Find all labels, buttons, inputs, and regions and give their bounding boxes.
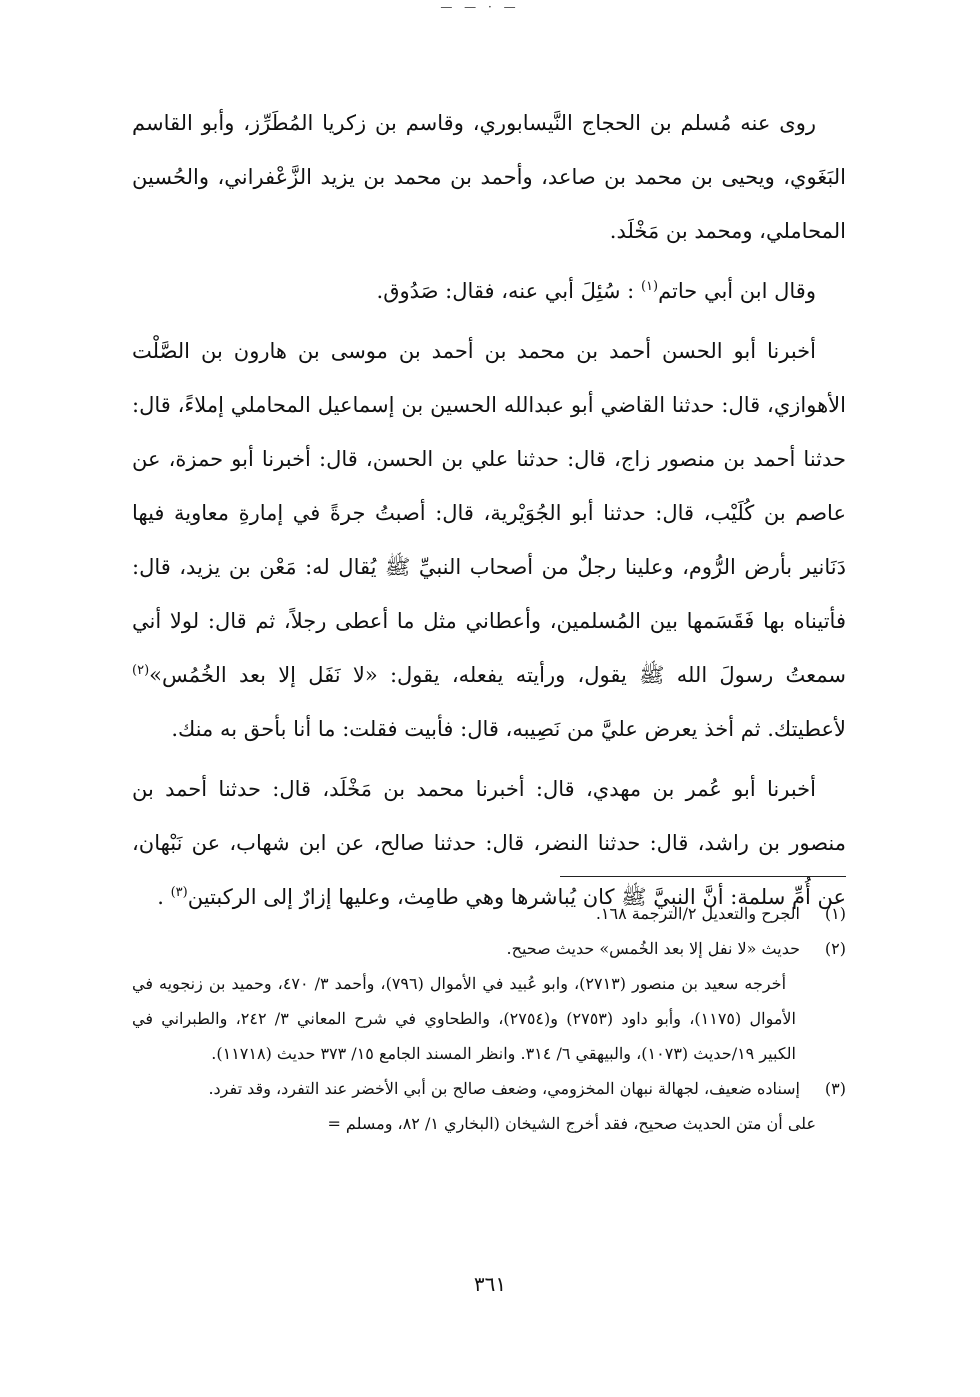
footnote-3: [132, 1071, 846, 1106]
footnote-2-detail: أخرجه سعيد بن منصور (٢٧١٣)، وابو عُبيد في الأموال (٧٩٦)، وأحمد ٣/ ٤٧٠، وحميد بن زنجويه في الأموال (١١٧٥)، وأبو داود (٢٧٥٣) و(٢٧٥٤)، والطحاوي في شرح المعاني ٣/ ٢٤٢، والطبراني في الكبير ١٩/حديث (١٠٧٣)، والبيهقي ٦/ ٣١٤. وانظر المسند الجامع ١٥/ ٣٧٣ حديث (١١٧١٨).: [132, 974, 796, 1063]
footnote-number: (٣): [824, 1079, 846, 1098]
header-marks: — — · —: [440, 0, 520, 10]
footnote-ref-2: (٢): [132, 663, 150, 678]
main-text: [132, 96, 846, 924]
footnote-text: حديث «لا نفل إلا بعد الخُمس» حديث صحيح.: [506, 939, 800, 958]
paragraph-text: .: [157, 885, 171, 909]
paragraph-text: أخبرنا أبو عُمر بن مهدي، قال: أخبرنا محمد بن مَخْلَد، قال: حدثنا أحمد بن منصور بن راشد، قال: حدثنا النضر، قال: حدثنا صالح، عن ابن شهاب، عن نَبْهان، عن أُمِّ سلمة: أنَّ النبيَّ ﷺ كان يُباشرها وهي طامِث، وعليها إزارٌ إلى الركبتين: [132, 777, 846, 909]
footnote-number: (١): [824, 904, 846, 923]
footnote-number: (٢): [824, 939, 846, 958]
paragraph-narrators: روى عنه مُسلم بن الحجاج النَّيسابوري، وقاسم بن زكريا المُطَرِّز، وأبو القاسم البَغَوي، ويحيى بن محمد بن صاعد، وأحمد بن محمد بن يزيد الزَّعْفراني، والحُسين المحاملي، ومحمد بن مَخْلَد.: [132, 111, 846, 243]
page-number: ٣٦١: [473, 1272, 507, 1296]
footnote-text: إسناده ضعيف، لجهالة نبهان المخزومي، وضعف صالح بن أبي الأخضر عند التفرد، وقد تفرد.: [208, 1079, 800, 1098]
paragraph-ibn-abi-hatim: [132, 264, 846, 318]
paragraph-text: أخبرنا أبو الحسن أحمد بن محمد بن أحمد بن موسى بن هارون بن الصَّلْت الأهوازي، قال: حدثنا القاضي أبو عبدالله الحسين بن إسماعيل المحاملي إملاءً، قال: حدثنا أحمد بن منصور زاج، قال: حدثنا علي بن الحسن، قال: أخبرنا أبو حمزة، عن عاصم بن كُلَيْب، قال: حدثنا أبو الجُوَيْرية، قال: أصبتُ جرةً في إمارةِ معاوية فيها دَنَانير بأرض الرُّوم، وعلينا رجلٌ من أصحاب النبيِّ ﷺ يُقال له: مَعْن بن يزيد، قال: فأتيناه بها فَقَسَمها بين المُسلمين، وأعطاني مثل ما أعطى رجلاً، ثم قال: لولا أني سمعتُ رسولَ الله ﷺ يقول، ورأيته يفعله، يقول: «لا نَفَل إلا بعد الخُمُس»: [132, 339, 846, 687]
paragraph-text: لأعطيتك. ثم أخذ يعرض عليَّ من نَصِيبه، قال: فأبيت فقلت: ما أنا بأحق به منك.: [171, 717, 846, 741]
footnote-ref-3: (٣): [170, 885, 188, 900]
paragraph-text: وقال ابن أبي حاتم: [658, 279, 816, 303]
footnote-ref-1: (١): [640, 279, 659, 294]
paragraph-hadith-nafl: [132, 324, 846, 756]
footnote-2: [132, 931, 846, 966]
footnote-3-continuation: على أن متن الحديث صحيح، فقد أخرج الشيخان (البخاري ١/ ٨٢، ومسلم =: [327, 1114, 816, 1133]
footnote-text: الجرح والتعديل ٢/الترجمة ١٦٨.: [595, 904, 800, 923]
footnote-1: [132, 896, 846, 931]
paragraph-text: : سُئِلَ أبي عنه، فقال: صَدُوق.: [376, 279, 641, 303]
footnote-divider: [560, 876, 846, 877]
footnotes: [132, 896, 846, 1141]
